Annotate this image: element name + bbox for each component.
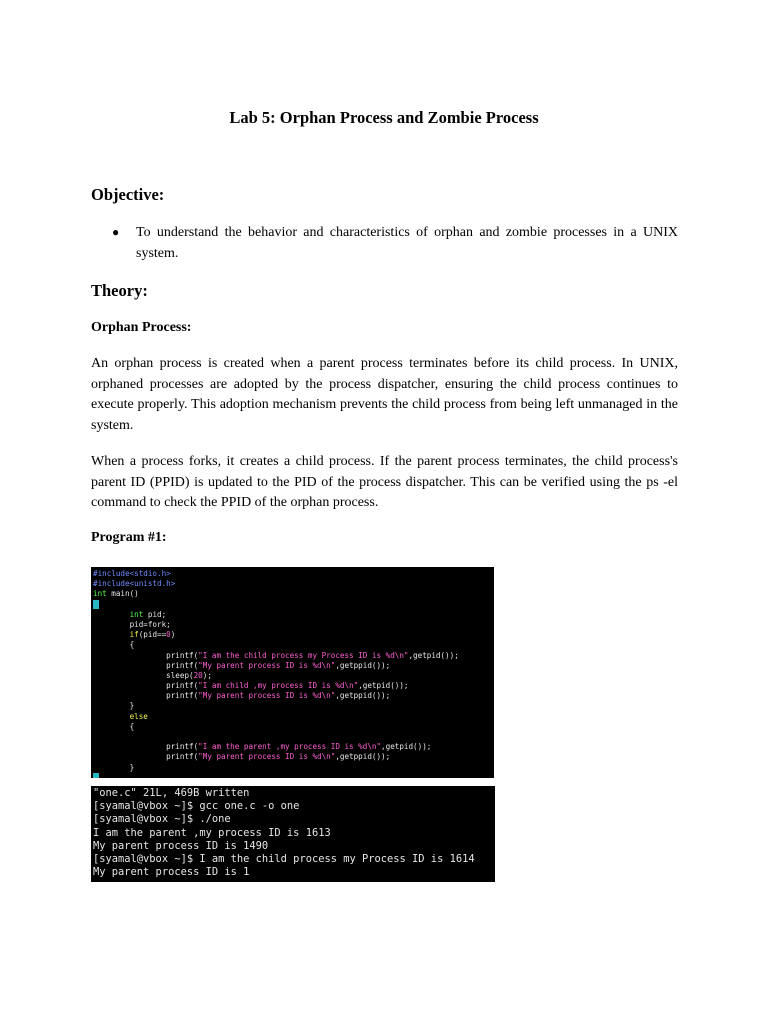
- code-line: {: [129, 640, 135, 650]
- code-line: int pid;: [129, 609, 167, 619]
- code-line: }: [129, 762, 135, 772]
- code-line: printf("I am the child process my Process ID is %d\n",getpid());: [166, 650, 459, 660]
- cursor-icon: [93, 773, 99, 778]
- terminal-line: [syamal@vbox ~]$ ./one: [93, 813, 231, 826]
- code-line: printf("I am child ,my process ID is %d\n",getpid());: [166, 681, 409, 691]
- objective-heading: Objective:: [91, 185, 165, 204]
- theory-paragraph: An orphan process is created when a parent process terminates before its child process. In UNIX, orphaned processes are adopted by the process dispatcher, ensuring the child process continues to execute properly. This adoption mechanism prevents the child process from being left unmanaged in the system.: [91, 356, 678, 433]
- code-line: printf("My parent process ID is %d\n",getppid());: [166, 691, 391, 701]
- terminal-screenshot: [91, 786, 495, 882]
- code-line: pid=fork;: [129, 619, 171, 629]
- objective-list: [91, 222, 678, 264]
- terminal-line: "one.c" 21L, 469B written: [93, 787, 250, 799]
- terminal-line: My parent process ID is 1: [93, 866, 250, 879]
- cursor-icon: [93, 600, 99, 609]
- code-line: [93, 600, 492, 610]
- program-heading: Program #1:: [91, 530, 167, 545]
- code-line: printf("My parent process ID is %d\n",getppid());: [166, 660, 391, 670]
- code-line: int main(): [93, 589, 139, 599]
- code-line: {: [129, 721, 135, 731]
- terminal-line: [syamal@vbox ~]$ gcc one.c -o one: [93, 800, 300, 813]
- orphan-process-heading: Orphan Process:: [91, 320, 192, 335]
- code-line: sleep(20);: [166, 670, 212, 680]
- code-line: else: [129, 711, 148, 721]
- code-line: }: [129, 701, 135, 711]
- terminal-line: [syamal@vbox ~]$ I am the child process my Process ID is 1614: [93, 852, 475, 865]
- code-line: printf("My parent process ID is %d\n",getppid());: [166, 752, 391, 762]
- list-item: [91, 222, 678, 264]
- page-title: Lab 5: Orphan Process and Zombie Process: [229, 108, 539, 127]
- code-line: #include<stdio.h>: [93, 569, 171, 578]
- theory-paragraph: When a process forks, it creates a child process. If the parent process terminates, the child process's parent ID (PPID) is updated to the PID of the process dispatcher. This can be verified using the ps -el command to check the PPID of the orphan process.: [91, 454, 678, 510]
- code-screenshot: [91, 567, 494, 778]
- code-line: [93, 732, 492, 742]
- objective-item-text: To understand the behavior and characteristics of orphan and zombie processes in a UNIX system.: [136, 225, 678, 261]
- theory-heading: Theory:: [91, 281, 148, 300]
- code-line: printf("I am the parent ,my process ID is %d\n",getpid());: [166, 742, 432, 752]
- bullet-icon: ●: [112, 225, 120, 239]
- terminal-line: My parent process ID is 1490: [93, 839, 269, 852]
- code-line: [93, 773, 492, 778]
- terminal-line: I am the parent ,my process ID is 1613: [93, 826, 331, 839]
- code-line: #include<unistd.h>: [93, 579, 176, 589]
- code-line: if(pid==0): [129, 630, 176, 640]
